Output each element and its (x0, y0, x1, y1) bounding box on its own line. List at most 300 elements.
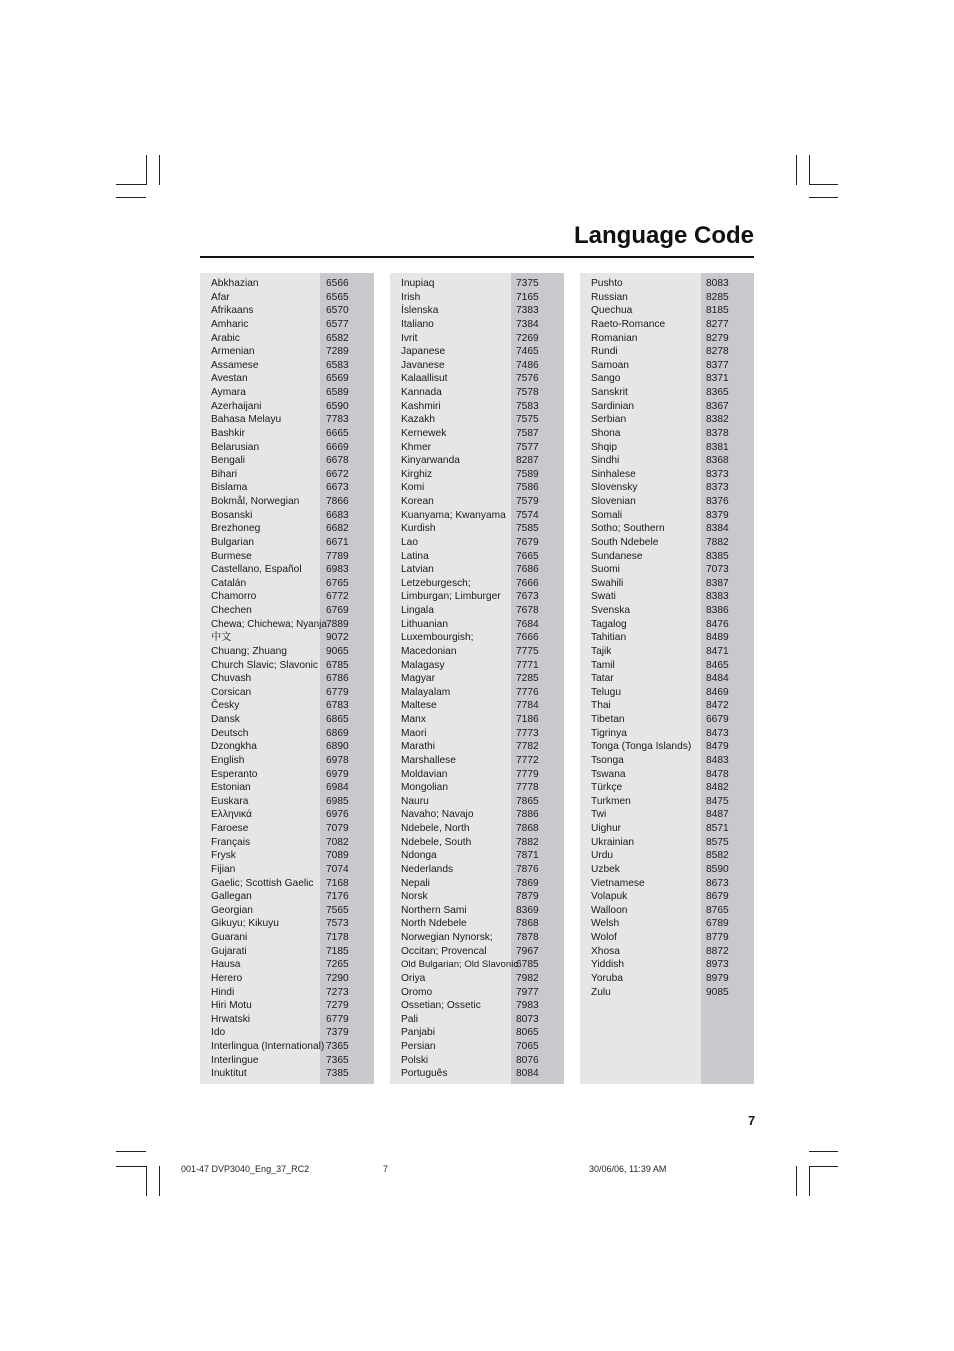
language-name: Georgian (211, 904, 253, 916)
language-code: 6765 (326, 577, 349, 589)
footer-timestamp: 30/06/06, 11:39 AM (589, 1164, 667, 1174)
language-name: Aymara (211, 387, 246, 398)
table-row (200, 1040, 374, 1054)
language-name: Telugu (591, 686, 622, 698)
language-name: Persian (401, 1041, 436, 1052)
language-code: 7782 (516, 741, 539, 753)
language-name: Lingala (401, 605, 434, 616)
language-name: Inuktitut (211, 1068, 247, 1080)
language-name: Ndebele, North (401, 823, 470, 834)
table-row (390, 345, 564, 359)
language-code: 8582 (706, 850, 729, 862)
table-row (200, 999, 374, 1013)
language-code: 7565 (326, 904, 349, 916)
language-name: Limburgan; Limburger (401, 591, 501, 603)
language-name: English (211, 754, 245, 766)
language-code: 6976 (326, 809, 349, 821)
table-row (390, 386, 564, 400)
language-name: Tswana (591, 768, 626, 780)
language-code: 8489 (706, 632, 729, 644)
language-name: Norsk (401, 891, 428, 903)
table-row (390, 468, 564, 482)
language-name: Shqip (591, 441, 618, 453)
language-code: 8478 (706, 768, 729, 780)
language-code: 6786 (326, 673, 349, 685)
language-name: Hindi (211, 986, 235, 998)
language-name: Catalán (211, 577, 247, 589)
table-row (200, 795, 374, 809)
table-row (580, 318, 754, 332)
table-row (580, 890, 754, 904)
table-row (390, 1054, 564, 1068)
language-name: Česky (211, 700, 240, 712)
language-code: 7679 (516, 536, 539, 548)
language-code: 6671 (326, 536, 349, 548)
language-code: 7265 (326, 959, 349, 971)
table-row (580, 686, 754, 700)
table-row (200, 1013, 374, 1027)
language-code: 8590 (706, 863, 729, 875)
language-name: Sardinian (591, 400, 635, 412)
table-row (580, 945, 754, 959)
language-name: Marathi (401, 741, 435, 753)
table-row (390, 495, 564, 509)
language-name: Khmer (401, 441, 432, 453)
table-row (390, 836, 564, 850)
table-row (580, 332, 754, 346)
language-name: Tatar (591, 673, 614, 685)
language-name: Japanese (401, 346, 446, 358)
language-name: Latina (401, 550, 429, 562)
language-code: 6783 (326, 700, 349, 712)
language-code: 7771 (516, 659, 539, 671)
table-row (390, 863, 564, 877)
language-code: 6779 (326, 1013, 349, 1025)
table-row (200, 672, 374, 686)
language-code: 8285 (706, 291, 729, 303)
table-row (390, 277, 564, 291)
table-row (580, 672, 754, 686)
language-name: Malagasy (401, 659, 445, 671)
language-code: 7866 (326, 496, 349, 507)
table-row (390, 590, 564, 604)
language-code: 6682 (326, 523, 349, 535)
language-code: 8084 (516, 1068, 539, 1080)
crop-mark (809, 184, 838, 185)
crop-mark (116, 184, 146, 185)
language-code: 7684 (516, 618, 539, 630)
page-number: 7 (748, 1113, 756, 1128)
language-name: Hausa (211, 959, 241, 971)
language-code: 8369 (516, 904, 539, 916)
language-name: Northern Sami (401, 904, 467, 916)
language-name: Letzeburgesch; (401, 577, 471, 589)
language-name: Chamorro (211, 591, 257, 603)
table-row (390, 999, 564, 1013)
language-name: Marshallese (401, 754, 456, 766)
language-rows-1 (200, 277, 374, 1081)
language-code: 8373 (706, 468, 729, 480)
language-code: 7882 (706, 536, 729, 548)
table-row (390, 509, 564, 523)
table-row (200, 659, 374, 673)
language-code: 7889 (326, 618, 349, 630)
language-code: 7279 (326, 1000, 349, 1012)
language-name: Gallegan (211, 891, 252, 903)
table-row (390, 904, 564, 918)
language-name: Bahasa Melayu (211, 414, 282, 426)
table-row (580, 604, 754, 618)
table-row (580, 345, 754, 359)
language-name: Lao (401, 536, 418, 548)
language-code: 7082 (326, 836, 349, 848)
crop-mark (116, 197, 146, 198)
language-code: 8383 (706, 591, 729, 603)
language-code: 8368 (706, 455, 729, 467)
language-code: 8371 (706, 373, 729, 385)
language-code: 7779 (516, 768, 539, 780)
language-code: 7983 (516, 1000, 539, 1012)
table-row (200, 345, 374, 359)
table-row (200, 604, 374, 618)
language-code: 7868 (516, 918, 539, 930)
language-code: 7365 (326, 1054, 349, 1066)
language-code: 8076 (516, 1054, 539, 1066)
language-name: Ossetian; Ossetic (401, 1000, 481, 1012)
language-code: 7375 (516, 278, 539, 289)
table-row (390, 536, 564, 550)
language-name: Pali (401, 1013, 418, 1025)
language-code: 7666 (516, 577, 539, 589)
title-rule (200, 256, 754, 258)
language-code: 6570 (326, 305, 349, 317)
crop-mark (116, 1166, 146, 1167)
language-name: Chuang; Zhuang (211, 645, 287, 657)
language-code: 7869 (516, 877, 539, 889)
table-row (580, 536, 754, 550)
language-name: Kernewek (401, 427, 447, 439)
language-code: 7886 (516, 809, 539, 821)
language-name: Kuanyama; Kwanyama (401, 509, 506, 521)
language-name: Estonian (211, 782, 251, 794)
language-name: Tsonga (591, 754, 624, 766)
language-name: Afrikaans (211, 305, 254, 317)
table-row (200, 699, 374, 713)
table-row (390, 359, 564, 373)
language-name: Euskara (211, 795, 249, 807)
language-name: Old Bulgarian; Old Slavonic (401, 959, 519, 971)
language-code: 8679 (706, 891, 729, 903)
language-code: 8571 (706, 823, 729, 834)
language-name: Tagalog (591, 618, 627, 630)
language-name: Slovenian (591, 496, 636, 507)
language-name: Komi (401, 482, 425, 494)
language-name: Vietnamese (591, 877, 645, 889)
crop-mark (809, 1166, 838, 1167)
table-row (200, 481, 374, 495)
language-name: Pushto (591, 278, 623, 289)
table-row (580, 400, 754, 414)
table-row (200, 509, 374, 523)
language-name: Somali (591, 509, 623, 521)
language-name: Interlingue (211, 1054, 259, 1066)
language-code: 8287 (516, 455, 539, 467)
language-code: 6673 (326, 482, 349, 494)
table-row (200, 522, 374, 536)
crop-mark (146, 155, 147, 185)
language-code: 8379 (706, 509, 729, 521)
language-name: Bashkir (211, 427, 245, 439)
language-name: Gujarati (211, 945, 247, 957)
language-name: Rundi (591, 346, 618, 358)
language-name: Português (401, 1068, 448, 1080)
language-name: Chechen (211, 605, 252, 616)
table-row (580, 454, 754, 468)
language-name: Serbian (591, 414, 627, 426)
table-row (200, 727, 374, 741)
table-row (390, 400, 564, 414)
table-row (390, 727, 564, 741)
table-row (200, 277, 374, 291)
table-row (200, 958, 374, 972)
language-code: 8979 (706, 972, 729, 984)
table-row (580, 441, 754, 455)
language-name: Yiddish (591, 959, 625, 971)
language-code: 7775 (516, 645, 539, 657)
table-row (200, 332, 374, 346)
language-name: Chewa; Chichewa; Nyanja (211, 618, 327, 630)
table-row (580, 522, 754, 536)
language-rows-2 (390, 277, 564, 1081)
language-code: 8065 (516, 1027, 539, 1039)
table-row (200, 686, 374, 700)
language-name: Assamese (211, 359, 259, 371)
table-row (390, 945, 564, 959)
table-row (390, 699, 564, 713)
language-name: Arabic (211, 332, 240, 344)
table-row (390, 645, 564, 659)
table-row (200, 441, 374, 455)
language-name: Amharic (211, 318, 249, 330)
language-name: Thai (591, 700, 611, 712)
table-row (390, 604, 564, 618)
language-name: Latvian (401, 564, 434, 576)
language-code: 7678 (516, 605, 539, 616)
language-name: Gaelic; Scottish Gaelic (211, 877, 314, 889)
table-row (580, 740, 754, 754)
table-row (200, 863, 374, 877)
table-row (200, 454, 374, 468)
language-name: Polski (401, 1054, 429, 1066)
language-code: 7784 (516, 700, 539, 712)
language-name: Ndebele, South (401, 836, 472, 848)
table-row (390, 563, 564, 577)
table-row (200, 890, 374, 904)
crop-mark (796, 1166, 797, 1196)
language-code: 8277 (706, 318, 729, 330)
language-name: Maori (401, 727, 427, 739)
language-column-1 (200, 273, 374, 1084)
language-name: Faroese (211, 823, 249, 834)
language-code: 7776 (516, 686, 539, 698)
table-row (200, 550, 374, 564)
language-name: Dansk (211, 714, 240, 725)
language-name: Manx (401, 714, 426, 725)
language-code: 8471 (706, 645, 729, 657)
language-name: Hiri Motu (211, 1000, 252, 1012)
table-row (200, 1054, 374, 1068)
table-row (580, 618, 754, 632)
language-code: 8779 (706, 932, 729, 943)
language-name: Kalaallisut (401, 373, 448, 385)
crop-mark (796, 155, 797, 185)
language-name: North Ndebele (401, 918, 467, 930)
table-row (200, 972, 374, 986)
table-row (200, 618, 374, 632)
table-row (580, 509, 754, 523)
language-name: Swati (591, 591, 616, 603)
language-name: Fijian (211, 863, 236, 875)
language-name: Turkmen (591, 795, 631, 807)
table-row (580, 917, 754, 931)
language-code: 7185 (326, 945, 349, 957)
page-title: Language Code (573, 222, 754, 249)
language-code: 8476 (706, 618, 729, 630)
table-row (390, 618, 564, 632)
table-row (200, 386, 374, 400)
table-row (580, 659, 754, 673)
footer-file: 001-47 DVP3040_Eng_37_RC2 (181, 1164, 310, 1174)
language-code: 6683 (326, 509, 349, 521)
language-code: 7073 (706, 564, 729, 576)
table-row (580, 386, 754, 400)
table-row (580, 291, 754, 305)
table-row (200, 754, 374, 768)
language-name: Castellano, Español (211, 564, 302, 576)
table-row (200, 849, 374, 863)
language-name: Tahitian (591, 632, 627, 644)
table-row (390, 808, 564, 822)
language-code: 7878 (516, 932, 539, 943)
language-name: Bulgarian (211, 536, 255, 548)
table-row (390, 441, 564, 455)
table-row (390, 877, 564, 891)
language-code: 8482 (706, 782, 729, 794)
crop-mark (809, 1151, 838, 1152)
language-name: Javanese (401, 359, 445, 371)
language-code: 6566 (326, 278, 349, 289)
language-name: Frysk (211, 850, 236, 862)
language-code: 8376 (706, 496, 729, 507)
table-row (580, 849, 754, 863)
language-code: 6779 (326, 686, 349, 698)
table-row (200, 877, 374, 891)
language-name: Oriya (401, 972, 426, 984)
language-name: Twi (591, 809, 607, 821)
language-rows-3 (580, 277, 754, 999)
language-name: Ukrainian (591, 836, 635, 848)
table-row (390, 822, 564, 836)
language-name: Church Slavic; Slavonic (211, 659, 319, 671)
language-code: 7882 (516, 836, 539, 848)
language-code: 7574 (516, 509, 539, 521)
language-name: Italiano (401, 318, 434, 330)
language-name: Moldavian (401, 768, 448, 780)
crop-mark (116, 1151, 146, 1152)
language-name: Gikuyu; Kikuyu (211, 918, 279, 930)
table-row (390, 931, 564, 945)
language-name: Luxembourgish; (401, 632, 474, 644)
language-name: Malayalam (401, 686, 451, 698)
language-name: Sundanese (591, 550, 643, 562)
language-name: Maltese (401, 700, 437, 712)
language-code: 7089 (326, 850, 349, 862)
table-row (200, 768, 374, 782)
language-code: 8472 (706, 700, 729, 712)
table-row (580, 359, 754, 373)
language-name: Norwegian Nynorsk; (401, 932, 493, 943)
table-row (390, 427, 564, 441)
language-name: Kashmiri (401, 400, 441, 412)
table-row (390, 972, 564, 986)
table-row (580, 904, 754, 918)
language-name: Russian (591, 291, 628, 303)
language-name: Français (211, 836, 251, 848)
table-row (200, 631, 374, 645)
language-name: Sinhalese (591, 468, 636, 480)
language-code: 8475 (706, 795, 729, 807)
language-name: Kirghiz (401, 468, 433, 480)
table-row (390, 1026, 564, 1040)
language-code: 7778 (516, 782, 539, 794)
table-row (200, 495, 374, 509)
language-name: Inupiaq (401, 278, 435, 289)
table-row (390, 481, 564, 495)
table-row (580, 645, 754, 659)
language-name: Shona (591, 427, 621, 439)
language-code: 7673 (516, 591, 539, 603)
language-name: Bislama (211, 482, 248, 494)
table-row (580, 413, 754, 427)
language-code: 7967 (516, 945, 539, 957)
language-code: 7865 (516, 795, 539, 807)
language-name: Ndonga (401, 850, 437, 862)
language-code: 8483 (706, 754, 729, 766)
language-code: 7587 (516, 427, 539, 439)
table-row (200, 645, 374, 659)
language-name: Yoruba (591, 972, 623, 984)
table-row (390, 1013, 564, 1027)
language-code: 7383 (516, 305, 539, 317)
table-row (580, 958, 754, 972)
language-code: 6589 (326, 387, 349, 398)
language-name: Svenska (591, 605, 631, 616)
table-row (390, 372, 564, 386)
language-name: Sindhi (591, 455, 620, 467)
language-name: Ido (211, 1027, 226, 1039)
table-row (200, 713, 374, 727)
language-name: Hrwatski (211, 1013, 251, 1025)
table-row (200, 318, 374, 332)
table-row (200, 372, 374, 386)
table-row (200, 1067, 374, 1081)
table-row (200, 359, 374, 373)
language-name: Tajik (591, 645, 612, 657)
language-code: 7868 (516, 823, 539, 834)
crop-mark (809, 155, 810, 185)
language-name: Volapuk (591, 891, 628, 903)
language-code: 7876 (516, 863, 539, 875)
